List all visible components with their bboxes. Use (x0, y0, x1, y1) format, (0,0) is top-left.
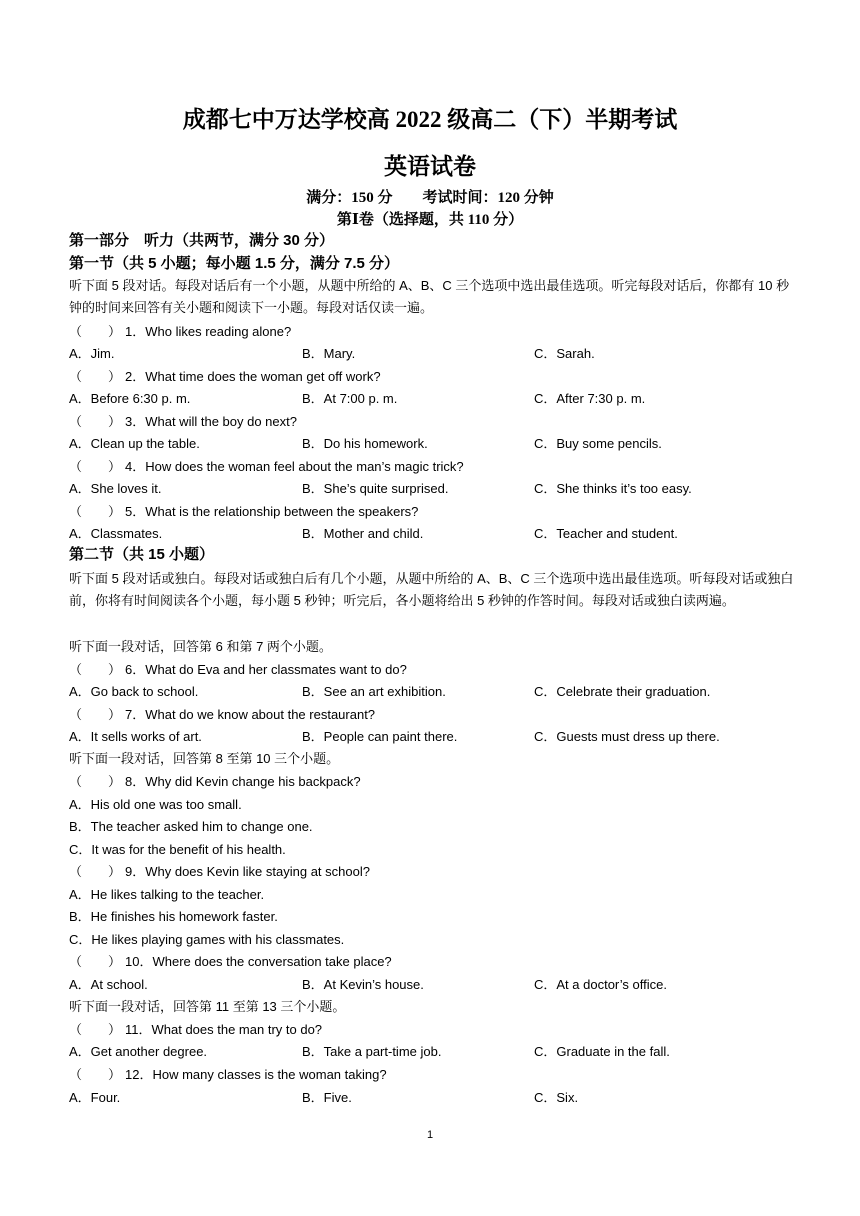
question-stem: （ ） 11．What does the man try to do? (69, 1022, 323, 1037)
option-c: C．Celebrate their graduation. (534, 684, 711, 699)
answer-blank: （ ） (69, 504, 122, 519)
option-c: C．She thinks it’s too easy. (534, 481, 692, 496)
option-b: B．At Kevin’s house. (302, 977, 424, 992)
exam-title: 成都七中万达学校高 2022 级高二（下）半期考试 (182, 107, 678, 132)
option-c: C．He likes playing games with his classmates. (69, 932, 345, 947)
question-stem: （ ） 10．Where does the conversation take place? (69, 954, 392, 969)
option-a: A．Jim. (69, 346, 115, 361)
volume-heading: 第Ⅰ卷（选择题，共 110 分） (336, 212, 524, 228)
option-a: A．He likes talking to the teacher. (69, 887, 265, 902)
answer-blank: （ ） (69, 954, 122, 969)
answer-blank: （ ） (69, 1067, 122, 1082)
answer-blank: （ ） (69, 662, 122, 677)
section2-instructions: 听下面 5 段对话或独白。每段对话或独白后有几个小题，从题中所给的 A、B、C 三个选项中选出最佳选项。听每段对话或独白前，你将有时间阅读各个小题，每小题 5 秒钟；听完后，各小题将给出 5 秒钟的作答时间。每段对话或独白读两遍。 (69, 571, 794, 608)
option-b: B．People can paint there. (302, 729, 458, 744)
question-stem: （ ） 7．What do we know about the restaurant? (69, 707, 376, 722)
question-stem: （ ） 9．Why does Kevin like staying at school? (69, 864, 370, 879)
question-stem: （ ） 3．What will the boy do next? (69, 414, 297, 429)
option-c: C．Graduate in the fall. (534, 1044, 670, 1059)
question-stem: （ ） 2．What time does the woman get off work? (69, 369, 381, 384)
dialogue-note: 听下面一段对话，回答第 11 至第 13 三个小题。 (69, 999, 346, 1014)
option-a: A．She loves it. (69, 481, 162, 496)
option-c: C．Sarah. (534, 346, 595, 361)
option-a: A．Before 6:30 p. m. (69, 391, 191, 406)
option-a: A．Clean up the table. (69, 436, 200, 451)
answer-blank: （ ） (69, 459, 122, 474)
option-b: B．Do his homework. (302, 436, 428, 451)
option-b: B．She’s quite surprised. (302, 481, 449, 496)
question-stem: （ ） 5．What is the relationship between the speakers? (69, 504, 419, 519)
option-b: B．At 7:00 p. m. (302, 391, 398, 406)
option-a: A．His old one was too small. (69, 797, 242, 812)
option-c: C．Six. (534, 1090, 579, 1105)
answer-blank: （ ） (69, 414, 122, 429)
option-b: B．The teacher asked him to change one. (69, 819, 313, 834)
answer-blank: （ ） (69, 707, 122, 722)
option-c: C．At a doctor’s office. (534, 977, 667, 992)
question-stem: （ ） 6．What do Eva and her classmates want to do? (69, 662, 407, 677)
dialogue-note: 听下面一段对话，回答第 6 和第 7 两个小题。 (69, 639, 332, 654)
option-b: B．See an art exhibition. (302, 684, 446, 699)
option-c: C．Buy some pencils. (534, 436, 662, 451)
option-a: A．It sells works of art. (69, 729, 202, 744)
answer-blank: （ ） (69, 324, 122, 339)
exam-subtitle: 英语试卷 (384, 154, 476, 179)
answer-blank: （ ） (69, 774, 122, 789)
answer-blank: （ ） (69, 369, 122, 384)
option-b: B．Mother and child. (302, 526, 424, 541)
answer-blank: （ ） (69, 1022, 122, 1037)
exam-info: 满分：150 分 考试时间：120 分钟 (306, 190, 554, 206)
question-stem: （ ） 1．Who likes reading alone? (69, 324, 292, 339)
option-b: B．Five. (302, 1090, 352, 1105)
option-a: A．Four. (69, 1090, 121, 1105)
section2-heading: 第二节（共 15 小题） (69, 546, 215, 563)
dialogue-note: 听下面一段对话，回答第 8 至第 10 三个小题。 (69, 751, 340, 766)
option-c: C．Teacher and student. (534, 526, 678, 541)
option-c: C．After 7:30 p. m. (534, 391, 646, 406)
option-c: C．It was for the benefit of his health. (69, 842, 286, 857)
section1-instructions: 听下面 5 段对话。每段对话后有一个小题，从题中所给的 A、B、C 三个选项中选出最佳选项。听完每段对话后，你都有 10 秒钟的时间来回答有关小题和阅读下一小题。每段对话仅读一遍。 (69, 278, 790, 315)
option-a: A．Classmates. (69, 526, 163, 541)
question-stem: （ ） 4．How does the woman feel about the man’s magic trick? (69, 459, 464, 474)
option-c: C．Guests must dress up there. (534, 729, 720, 744)
page-number: 1 (426, 1129, 434, 1141)
question-stem: （ ） 8．Why did Kevin change his backpack? (69, 774, 361, 789)
part1-heading: 第一部分 听力（共两节，满分 30 分） (69, 232, 335, 249)
question-stem: （ ） 12．How many classes is the woman taking? (69, 1067, 387, 1082)
option-b: B．He finishes his homework faster. (69, 909, 278, 924)
option-a: A．Get another degree. (69, 1044, 208, 1059)
option-b: B．Take a part-time job. (302, 1044, 442, 1059)
section1-heading: 第一节（共 5 小题；每小题 1.5 分，满分 7.5 分） (69, 255, 400, 272)
option-a: A．Go back to school. (69, 684, 199, 699)
answer-blank: （ ） (69, 864, 122, 879)
option-a: A．At school. (69, 977, 148, 992)
option-b: B．Mary. (302, 346, 356, 361)
